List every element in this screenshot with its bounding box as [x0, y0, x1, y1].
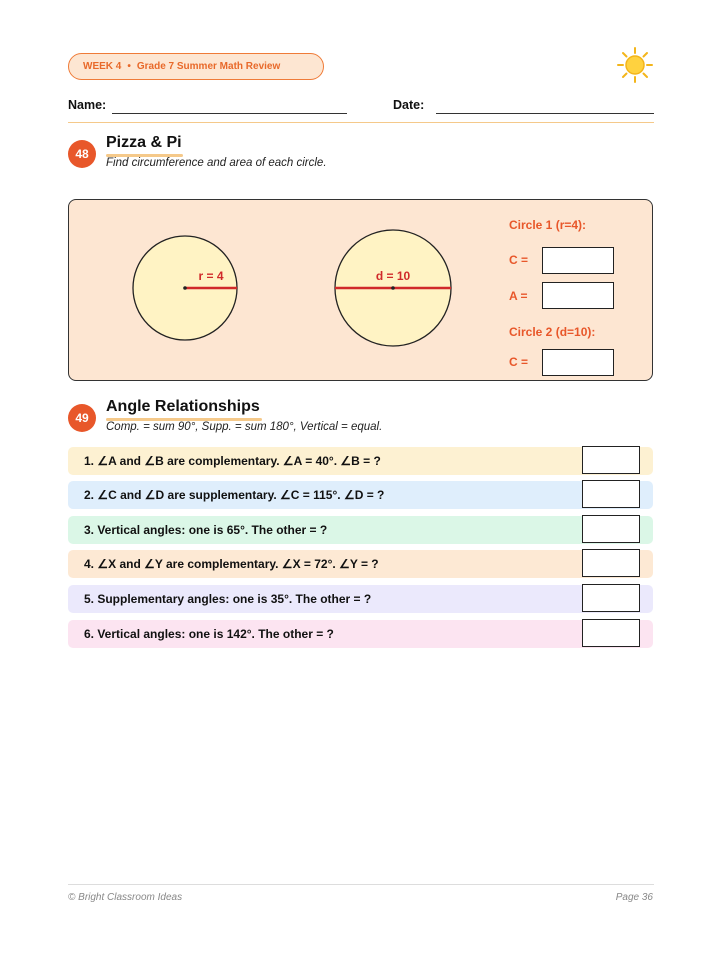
question-5-text: 5. Supplementary angles: one is 35°. The other = ?: [84, 592, 372, 606]
date-label: Date:: [393, 98, 425, 112]
circle-1-c-label: C =: [509, 253, 529, 267]
circle-1-a-label: A =: [509, 289, 528, 303]
question-1-text: 1. ∠A and ∠B are complementary. ∠A = 40°. ∠B = ?: [84, 454, 381, 468]
week-label: WEEK 4: [83, 61, 122, 72]
date-field[interactable]: [436, 113, 654, 114]
circle-2-heading: Circle 2 (d=10):: [509, 325, 596, 339]
circle-1-c-answer-box[interactable]: [542, 247, 614, 274]
question-3-text: 3. Vertical angles: one is 65°. The other = ?: [84, 523, 328, 537]
week-banner: [68, 53, 324, 80]
section-48-badge: 48: [68, 140, 96, 168]
footer-page-number: Page 36: [615, 892, 653, 903]
question-2-answer-box[interactable]: [582, 480, 640, 508]
section-49-subtitle: Comp. = sum 90°, Supp. = sum 180°, Vertical = equal.: [106, 421, 383, 433]
separator-dot: •: [127, 61, 131, 72]
question-6-answer-box[interactable]: [582, 619, 640, 647]
center-point-2: [391, 286, 395, 290]
name-label: Name:: [68, 98, 107, 112]
circle-1-label: r = 4: [198, 269, 224, 283]
circle-2: [335, 230, 451, 346]
question-row-6: [68, 620, 653, 648]
sun-icon: [616, 46, 654, 84]
circle-1-heading: Circle 1 (r=4):: [509, 218, 587, 232]
question-4-text: 4. ∠X and ∠Y are complementary. ∠X = 72°. ∠Y = ?: [84, 557, 379, 571]
center-point-1: [183, 286, 187, 290]
question-2-text: 2. ∠C and ∠D are supplementary. ∠C = 115°. ∠D = ?: [84, 488, 385, 502]
question-row-3: [68, 516, 653, 544]
question-row-4: [68, 550, 653, 578]
circle-2-label: d = 10: [375, 269, 411, 283]
question-row-5: [68, 585, 653, 613]
circle-2-c-label: C =: [509, 355, 529, 369]
circle-1: [133, 236, 237, 340]
name-date-row: [68, 98, 654, 118]
circle-2-c-answer-box[interactable]: [542, 349, 614, 376]
name-field[interactable]: [112, 113, 347, 114]
section-49-title: Angle Relationships: [106, 398, 260, 415]
section-49-badge: 49: [68, 404, 96, 432]
section-48-title: Pizza & Pi: [106, 134, 182, 151]
question-1-answer-box[interactable]: [582, 446, 640, 474]
circle-1-a-answer-box[interactable]: [542, 282, 614, 309]
question-row-2: [68, 481, 653, 509]
question-5-answer-box[interactable]: [582, 584, 640, 612]
question-3-answer-box[interactable]: [582, 515, 640, 543]
section-48-subtitle: Find circumference and area of each circle.: [106, 157, 327, 169]
course-title: Grade 7 Summer Math Review: [136, 61, 281, 72]
header-divider: [68, 122, 654, 123]
circles-panel: [68, 199, 653, 381]
question-6-text: 6. Vertical angles: one is 142°. The other = ?: [84, 627, 334, 641]
footer-divider: [68, 884, 654, 885]
footer-copyright: © Bright Classroom Ideas: [68, 892, 183, 903]
question-row-1: [68, 447, 653, 475]
question-4-answer-box[interactable]: [582, 549, 640, 577]
